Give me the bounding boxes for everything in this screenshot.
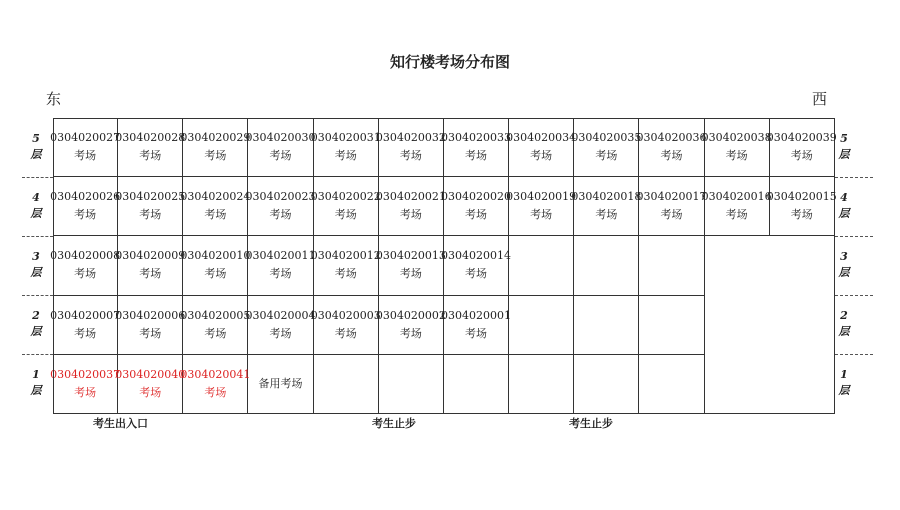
room-cell — [180, 236, 251, 295]
room-cell — [115, 236, 186, 295]
empty-room — [379, 355, 444, 414]
room-code: 0304020003 — [310, 308, 381, 322]
room-cell — [375, 177, 446, 236]
room-code: 0304020006 — [115, 308, 186, 322]
direction-west: 西 — [812, 90, 828, 108]
empty-room — [509, 296, 574, 355]
room-cell — [571, 118, 642, 177]
room-code: 0304020004 — [245, 308, 316, 322]
floor-divider — [835, 236, 873, 237]
room-cell — [441, 177, 512, 236]
room-suffix: 考场 — [74, 208, 97, 222]
room-cell — [636, 118, 707, 177]
room-suffix: 考场 — [530, 208, 553, 222]
room-code: 0304020031 — [310, 131, 381, 145]
room-code: 0304020036 — [636, 131, 707, 145]
room-suffix: 考场 — [399, 208, 422, 222]
empty-room — [314, 355, 379, 414]
room-cell — [50, 355, 121, 414]
room-code: 0304020027 — [50, 131, 121, 145]
room-code: 0304020030 — [245, 131, 316, 145]
floor-divider — [22, 236, 53, 237]
room-suffix: 考场 — [139, 149, 162, 163]
room-suffix: 考场 — [465, 267, 488, 281]
empty-room — [639, 236, 704, 295]
room-suffix: 考场 — [74, 149, 97, 163]
room-suffix: 考场 — [204, 385, 227, 399]
room-suffix: 考场 — [399, 326, 422, 340]
room-code: 0304020025 — [115, 190, 186, 204]
floor-divider — [835, 177, 873, 178]
room-suffix: 考场 — [465, 149, 488, 163]
room-suffix: 考场 — [269, 149, 292, 163]
room-cell — [766, 177, 837, 236]
backup-room-label: 备用考场 — [258, 376, 303, 390]
room-cell — [245, 236, 316, 295]
room-cell — [441, 118, 512, 177]
room-suffix: 考场 — [269, 267, 292, 281]
room-grid — [50, 118, 837, 414]
room-suffix: 考场 — [334, 267, 357, 281]
empty-room — [639, 296, 704, 355]
room-suffix: 考场 — [399, 149, 422, 163]
floor-divider — [835, 354, 873, 355]
floor-label-left-4: 4 层 — [30, 191, 42, 220]
room-code: 0304020005 — [180, 308, 251, 322]
room-suffix: 考场 — [530, 149, 553, 163]
floor-label-right-1: 1 层 — [838, 368, 850, 397]
room-code: 0304020019 — [506, 190, 577, 204]
room-suffix: 考场 — [139, 326, 162, 340]
room-cell — [180, 355, 251, 414]
page-title: 知行楼考场分布图 — [389, 53, 510, 71]
room-suffix: 考场 — [595, 149, 618, 163]
room-code: 0304020014 — [441, 249, 512, 263]
room-cell — [50, 296, 121, 355]
room-code: 0304020020 — [441, 190, 512, 204]
room-cell — [50, 118, 121, 177]
room-code: 0304020010 — [180, 249, 251, 263]
room-suffix: 考场 — [269, 326, 292, 340]
room-suffix: 考场 — [204, 149, 227, 163]
room-cell — [115, 118, 186, 177]
empty-room — [444, 355, 509, 414]
room-cell — [310, 296, 381, 355]
room-suffix: 考场 — [790, 149, 813, 163]
empty-room — [705, 236, 835, 414]
room-cell — [245, 177, 316, 236]
empty-room — [574, 355, 639, 414]
room-suffix: 考场 — [334, 149, 357, 163]
room-cell — [766, 118, 837, 177]
room-cell — [310, 236, 381, 295]
floor-divider — [22, 177, 53, 178]
room-code: 0304020011 — [245, 249, 316, 263]
room-code: 0304020017 — [636, 190, 707, 204]
room-code: 0304020013 — [375, 249, 446, 263]
floor-divider — [22, 295, 53, 296]
empty-room — [509, 236, 574, 295]
room-code: 0304020028 — [115, 131, 186, 145]
room-code: 0304020038 — [701, 131, 772, 145]
room-code: 0304020032 — [375, 131, 446, 145]
room-suffix: 考场 — [204, 208, 227, 222]
room-code: 0304020012 — [310, 249, 381, 263]
room-cell — [180, 296, 251, 355]
room-code: 0304020039 — [766, 131, 837, 145]
room-suffix: 考场 — [139, 208, 162, 222]
room-code: 0304020018 — [571, 190, 642, 204]
room-suffix: 考场 — [334, 208, 357, 222]
room-cell — [115, 296, 186, 355]
room-code: 0304020040 — [115, 367, 186, 381]
room-suffix: 考场 — [334, 326, 357, 340]
room-cell — [50, 236, 121, 295]
room-suffix: 考场 — [269, 208, 292, 222]
floor-label-right-2: 2 层 — [838, 309, 850, 338]
room-code: 0304020001 — [441, 308, 512, 322]
backup-room — [248, 355, 313, 414]
room-code: 0304020041 — [180, 367, 251, 381]
room-cell — [636, 177, 707, 236]
room-cell — [506, 118, 577, 177]
room-suffix: 考场 — [465, 208, 488, 222]
room-code: 0304020016 — [701, 190, 772, 204]
room-cell — [441, 296, 512, 355]
room-cell — [375, 236, 446, 295]
room-code: 0304020026 — [50, 190, 121, 204]
room-cell — [180, 118, 251, 177]
room-code: 0304020034 — [506, 131, 577, 145]
room-suffix: 考场 — [790, 208, 813, 222]
room-cell — [571, 177, 642, 236]
empty-room — [639, 355, 704, 414]
room-code: 0304020022 — [310, 190, 381, 204]
room-code: 0304020021 — [375, 190, 446, 204]
room-suffix: 考场 — [399, 267, 422, 281]
empty-room — [509, 355, 574, 414]
room-suffix: 考场 — [74, 267, 97, 281]
room-code: 0304020007 — [50, 308, 121, 322]
empty-room — [574, 236, 639, 295]
room-code: 0304020009 — [115, 249, 186, 263]
room-code: 0304020015 — [766, 190, 837, 204]
direction-east: 东 — [46, 90, 62, 108]
floor-label-right-5: 5 层 — [838, 132, 850, 161]
room-code: 0304020029 — [180, 131, 251, 145]
floor-divider — [22, 354, 53, 355]
room-cell — [245, 296, 316, 355]
no-entry-label: 考生止步 — [372, 417, 416, 430]
room-cell — [375, 296, 446, 355]
floor-label-left-1: 1 层 — [30, 368, 42, 397]
room-cell — [245, 118, 316, 177]
room-cell — [375, 118, 446, 177]
room-suffix: 考场 — [660, 208, 683, 222]
room-cell — [115, 355, 186, 414]
floor-label-left-2: 2 层 — [30, 309, 42, 338]
room-code: 0304020037 — [50, 367, 121, 381]
empty-room — [574, 296, 639, 355]
room-cell — [115, 177, 186, 236]
room-cell — [441, 236, 512, 295]
room-suffix: 考场 — [74, 385, 97, 399]
room-cell — [50, 177, 121, 236]
no-entry-label: 考生止步 — [569, 417, 613, 430]
room-code: 0304020002 — [375, 308, 446, 322]
room-code: 0304020035 — [571, 131, 642, 145]
room-suffix: 考场 — [725, 208, 748, 222]
floor-divider — [835, 295, 873, 296]
room-cell — [701, 118, 772, 177]
room-suffix: 考场 — [204, 267, 227, 281]
room-suffix: 考场 — [595, 208, 618, 222]
room-cell — [506, 177, 577, 236]
room-suffix: 考场 — [725, 149, 748, 163]
room-code: 0304020033 — [441, 131, 512, 145]
room-suffix: 考场 — [465, 326, 488, 340]
room-suffix: 考场 — [139, 385, 162, 399]
floor-label-right-4: 4 层 — [838, 191, 850, 220]
entrance-label: 考生出入口 — [93, 417, 148, 430]
room-code: 0304020023 — [245, 190, 316, 204]
room-suffix: 考场 — [660, 149, 683, 163]
room-cell — [310, 118, 381, 177]
room-cell — [310, 177, 381, 236]
room-suffix: 考场 — [139, 267, 162, 281]
room-suffix: 考场 — [74, 326, 97, 340]
room-cell — [180, 177, 251, 236]
room-code: 0304020008 — [50, 249, 121, 263]
floor-label-left-5: 5 层 — [30, 132, 42, 161]
room-cell — [701, 177, 772, 236]
floor-label-right-3: 3 层 — [838, 250, 850, 279]
room-suffix: 考场 — [204, 326, 227, 340]
room-code: 0304020024 — [180, 190, 251, 204]
floor-label-left-3: 3 层 — [30, 250, 42, 279]
